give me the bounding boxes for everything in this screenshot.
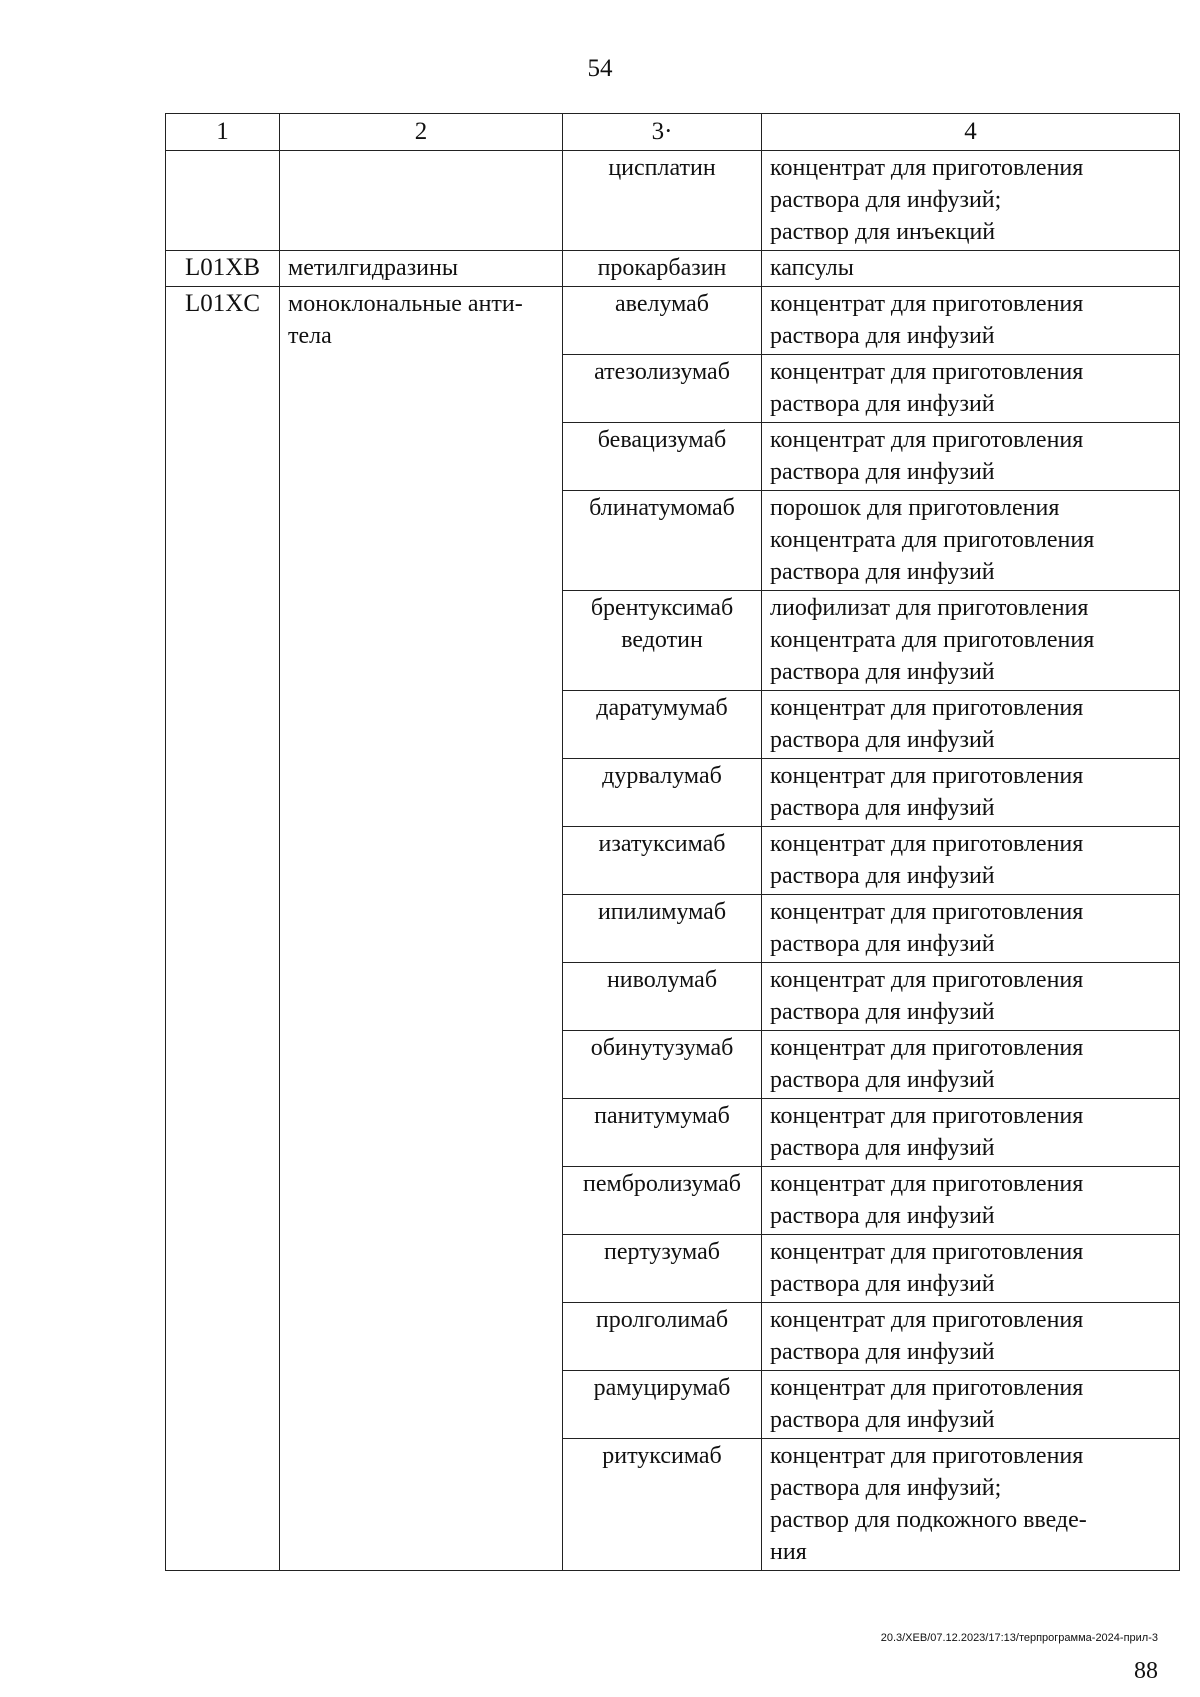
drug-name: [563, 591, 762, 691]
dosage-forms: [762, 963, 1180, 1031]
dosage-form-line: раствора для инфузий;: [770, 187, 1002, 213]
dosage-form-line: раствора для инфузий: [770, 931, 995, 957]
header-col-3: 3·: [563, 114, 762, 151]
dosage-form-line: раствора для инфузий: [770, 459, 995, 485]
dosage-form-line: порошок для приготовления: [770, 495, 1060, 521]
group-name: метилгидразины: [280, 251, 563, 287]
drug-name: [563, 1439, 762, 1571]
table-header-row: [166, 114, 1180, 151]
drug-table: [165, 113, 1180, 1571]
drug-name: [563, 895, 762, 963]
dosage-forms: [762, 1439, 1180, 1571]
dosage-forms: [762, 827, 1180, 895]
group-name-line: моноклональные анти-: [288, 291, 523, 317]
drug-name: [563, 1371, 762, 1439]
dosage-forms: [762, 759, 1180, 827]
group-name: [280, 151, 563, 251]
drug-name: прокарбазин: [563, 251, 762, 287]
dosage-form-line: концентрат для приготовления: [770, 359, 1084, 385]
drug-name-line: изатуксимаб: [598, 831, 726, 857]
drug-name-line: ипилимумаб: [597, 899, 727, 925]
dosage-form-line: раствора для инфузий: [770, 1067, 995, 1093]
dosage-forms: [762, 1371, 1180, 1439]
page-number: 54: [587, 55, 613, 82]
dosage-form-line: раствора для инфузий: [770, 727, 995, 753]
header-col-2: 2: [280, 114, 563, 151]
drug-name-line: ниволумаб: [606, 967, 718, 993]
drug-name-line: пертузумаб: [604, 1239, 720, 1265]
document-reference: 20.3/ХЕВ/07.12.2023/17:13/терпрограмма-2024-прил-3: [880, 1632, 1158, 1644]
dosage-form-line: концентрата для приготовления: [770, 527, 1095, 553]
dosage-forms: [762, 251, 1180, 287]
table-row: [166, 251, 1180, 287]
drug-name-line: ритуксимаб: [602, 1443, 722, 1469]
dosage-form-line: концентрат для приготовления: [770, 1239, 1084, 1265]
dosage-forms: [762, 1303, 1180, 1371]
group-name-line: тела: [288, 323, 332, 349]
drug-name-line: брентуксимаб: [590, 595, 734, 621]
dosage-form-line: концентрат для приготовления: [770, 763, 1084, 789]
dosage-forms: [762, 355, 1180, 423]
drug-name-line: пембролизумаб: [583, 1171, 741, 1197]
dosage-form-line: ния: [770, 1539, 807, 1565]
dosage-form-line: раствора для инфузий: [770, 659, 995, 685]
dosage-form-line: раствора для инфузий: [770, 863, 995, 889]
dosage-form-line: концентрат для приготовления: [770, 1375, 1084, 1401]
dosage-form-line: концентрата для приготовления: [770, 627, 1095, 653]
header-col-1: 1: [166, 114, 280, 151]
drug-name: [563, 963, 762, 1031]
dosage-form-line: раствора для инфузий;: [770, 1475, 1002, 1501]
table-row: [166, 287, 1180, 355]
dosage-form-line: капсулы: [770, 255, 854, 281]
table-row: [166, 151, 1180, 251]
dosage-forms: [762, 895, 1180, 963]
dosage-form-line: раствор для подкожного введе-: [770, 1507, 1087, 1533]
dosage-form-line: раствора для инфузий: [770, 559, 995, 585]
drug-name: [563, 759, 762, 827]
dosage-form-line: концентрат для приготовления: [770, 291, 1084, 317]
dosage-form-line: концентрат для приготовления: [770, 155, 1084, 181]
dosage-form-line: раствора для инфузий: [770, 999, 995, 1025]
dosage-forms: [762, 1099, 1180, 1167]
dosage-form-line: концентрат для приготовления: [770, 967, 1084, 993]
dosage-forms: [762, 1235, 1180, 1303]
drug-name-line: бевацизумаб: [597, 427, 727, 453]
dosage-form-line: раствора для инфузий: [770, 1407, 995, 1433]
drug-name-line: ведотин: [621, 627, 703, 653]
atc-code: L01XC: [166, 287, 280, 1571]
drug-name: [563, 423, 762, 491]
dosage-form-line: концентрат для приготовления: [770, 1035, 1084, 1061]
drug-name-line: блинатумомаб: [589, 495, 735, 521]
drug-name-line: атезолизумаб: [594, 359, 730, 385]
drug-name-line: авелумаб: [614, 291, 710, 317]
dosage-form-line: концентрат для приготовления: [770, 899, 1084, 925]
dosage-form-line: раствора для инфузий: [770, 1135, 995, 1161]
drug-name-line: дурвалумаб: [602, 763, 722, 789]
dosage-forms: [762, 691, 1180, 759]
dosage-form-line: концентрат для приготовления: [770, 1307, 1084, 1333]
drug-name: [563, 491, 762, 591]
dosage-form-line: концентрат для приготовления: [770, 427, 1084, 453]
drug-name: [563, 827, 762, 895]
dosage-form-line: раствора для инфузий: [770, 1203, 995, 1229]
sheet-number: 88: [1134, 1658, 1158, 1684]
dosage-forms: [762, 151, 1180, 251]
drug-name: [563, 355, 762, 423]
drug-name-line: обинутузумаб: [590, 1035, 734, 1061]
header-col-4: 4: [762, 114, 1180, 151]
dosage-form-line: концентрат для приготовления: [770, 831, 1084, 857]
drug-name-line: панитумумаб: [594, 1103, 730, 1129]
drug-name: [563, 1167, 762, 1235]
drug-name: [563, 1303, 762, 1371]
dosage-forms: [762, 491, 1180, 591]
dosage-forms: [762, 591, 1180, 691]
atc-code: L01XB: [166, 251, 280, 287]
drug-name-line: пролголимаб: [595, 1307, 729, 1333]
drug-name: цисплатин: [563, 151, 762, 251]
drug-name: [563, 1099, 762, 1167]
drug-name: [563, 1031, 762, 1099]
atc-code: [166, 151, 280, 251]
dosage-form-line: раствора для инфузий: [770, 795, 995, 821]
dosage-form-line: концентрат для приготовления: [770, 1103, 1084, 1129]
group-name: [280, 287, 563, 1571]
dosage-forms: [762, 1031, 1180, 1099]
dosage-forms: [762, 423, 1180, 491]
dosage-forms: [762, 1167, 1180, 1235]
dosage-forms: [762, 287, 1180, 355]
drug-name: [563, 1235, 762, 1303]
dosage-form-line: раствора для инфузий: [770, 323, 995, 349]
dosage-form-line: концентрат для приготовления: [770, 1443, 1084, 1469]
drug-name: [563, 287, 762, 355]
dosage-form-line: раствора для инфузий: [770, 391, 995, 417]
dosage-form-line: лиофилизат для приготовления: [770, 595, 1089, 621]
dosage-form-line: концентрат для приготовления: [770, 1171, 1084, 1197]
drug-name: [563, 691, 762, 759]
drug-name-line: даратумумаб: [596, 695, 728, 721]
drug-name-line: рамуцирумаб: [593, 1375, 731, 1401]
dosage-form-line: раствора для инфузий: [770, 1339, 995, 1365]
dosage-form-line: раствор для инъекций: [770, 219, 996, 245]
dosage-form-line: раствора для инфузий: [770, 1271, 995, 1297]
dosage-form-line: концентрат для приготовления: [770, 695, 1084, 721]
